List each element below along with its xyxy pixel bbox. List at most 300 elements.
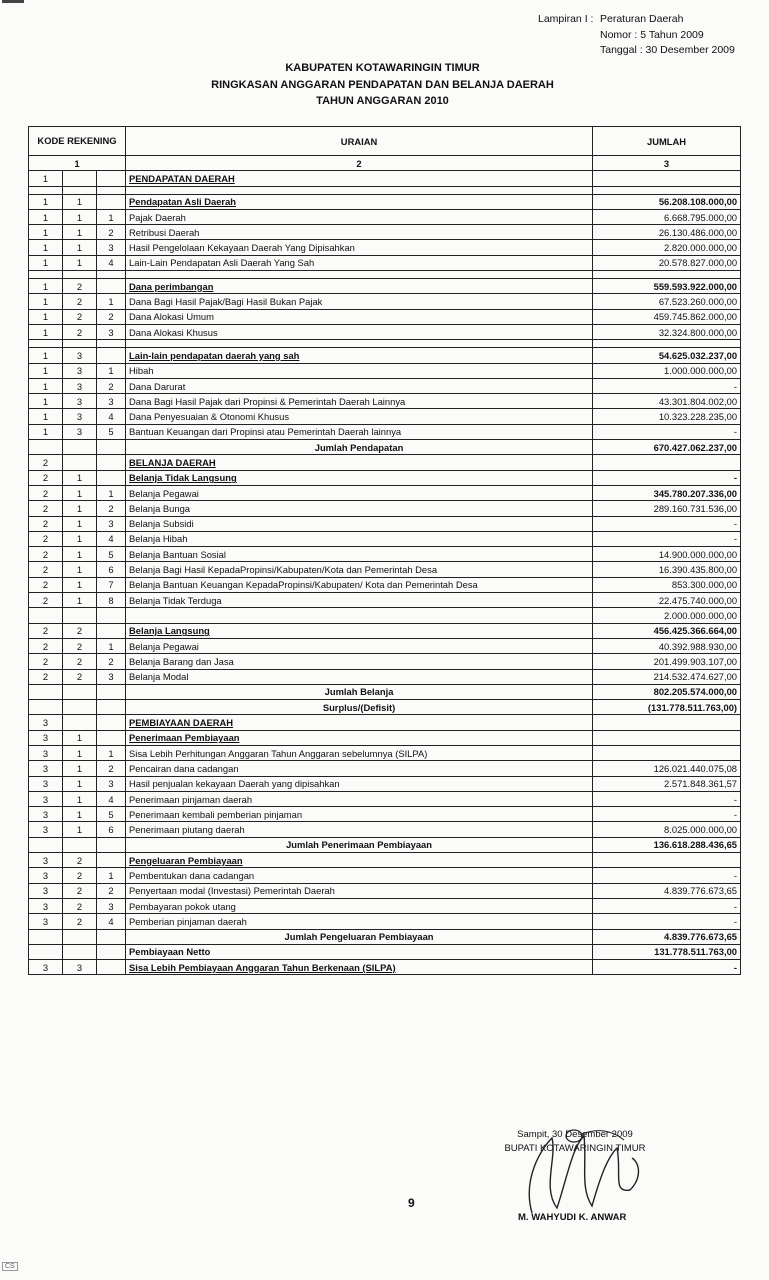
- jumlah-cell: 459.745.862.000,00: [593, 309, 741, 324]
- table-row: [29, 255, 741, 270]
- kode-3-cell: [97, 194, 126, 209]
- kode-2-cell: 2: [63, 914, 97, 929]
- kode-2-cell: [63, 837, 97, 852]
- jumlah-cell: -: [593, 378, 741, 393]
- kode-3-cell: 6: [97, 562, 126, 577]
- kode-1-cell: 3: [29, 776, 63, 791]
- kode-2-cell: 1: [63, 776, 97, 791]
- kode-3-cell: [97, 608, 126, 623]
- table-row: [29, 883, 741, 898]
- signature-block: [500, 1128, 650, 1156]
- uraian-cell: Bantuan Keuangan dari Propinsi atau Pemerintah Daerah lainnya: [126, 424, 593, 439]
- kode-2-cell: [63, 455, 97, 470]
- table-row: [29, 638, 741, 653]
- table-row: [29, 898, 741, 913]
- uraian-cell: Hasil penjualan kekayaan Daerah yang dipisahkan: [126, 776, 593, 791]
- kode-3-cell: 1: [97, 745, 126, 760]
- kode-3-cell: [97, 171, 126, 186]
- gap-cell: [29, 340, 63, 348]
- jumlah-cell: 2.820.000.000,00: [593, 240, 741, 255]
- table-row: [29, 929, 741, 944]
- kode-1-cell: 1: [29, 409, 63, 424]
- kode-2-cell: 1: [63, 225, 97, 240]
- header-kode-rekening: KODE REKENING: [29, 127, 126, 156]
- kode-3-cell: 5: [97, 424, 126, 439]
- uraian-cell: Belanja Bagi Hasil KepadaPropinsi/Kabupaten/Kota dan Pemerintah Desa: [126, 562, 593, 577]
- kode-3-cell: 1: [97, 485, 126, 500]
- kode-3-cell: 1: [97, 868, 126, 883]
- kode-3-cell: 4: [97, 409, 126, 424]
- uraian-cell: Pemberian pinjaman daerah: [126, 914, 593, 929]
- jumlah-cell: -: [593, 424, 741, 439]
- kode-3-cell: [97, 715, 126, 730]
- kode-2-cell: 3: [63, 378, 97, 393]
- jumlah-cell: 853.300.000,00: [593, 577, 741, 592]
- kode-1-cell: 1: [29, 424, 63, 439]
- kode-2-cell: 1: [63, 470, 97, 485]
- table-row: [29, 394, 741, 409]
- uraian-cell: BELANJA DAERAH: [126, 455, 593, 470]
- kode-3-cell: 2: [97, 883, 126, 898]
- uraian-cell: Belanja Bantuan Sosial: [126, 547, 593, 562]
- table-row: [29, 485, 741, 500]
- sign-place-date: Sampit, 30 Desember 2009: [517, 1129, 633, 1140]
- kode-3-cell: 4: [97, 914, 126, 929]
- title-line-2: RINGKASAN ANGGARAN PENDAPATAN DAN BELANJA DAERAH: [211, 78, 554, 91]
- kode-1-cell: 3: [29, 761, 63, 776]
- uraian-cell: Pembiayaan Netto: [126, 944, 593, 959]
- kode-3-cell: [97, 440, 126, 455]
- kode-1-cell: 3: [29, 898, 63, 913]
- kode-1-cell: [29, 700, 63, 715]
- uraian-cell: Jumlah Penerimaan Pembiayaan: [126, 837, 593, 852]
- kode-2-cell: 1: [63, 577, 97, 592]
- kode-3-cell: 4: [97, 791, 126, 806]
- kode-3-cell: [97, 470, 126, 485]
- kode-2-cell: 2: [63, 669, 97, 684]
- table-row: [29, 470, 741, 485]
- uraian-cell: Dana perimbangan: [126, 279, 593, 294]
- kode-3-cell: 3: [97, 240, 126, 255]
- jumlah-cell: 126.021.440.075,08: [593, 761, 741, 776]
- uraian-cell: Hasil Pengelolaan Kekayaan Daerah Yang Dipisahkan: [126, 240, 593, 255]
- jumlah-cell: 802.205.574.000,00: [593, 684, 741, 699]
- kode-2-cell: 3: [63, 348, 97, 363]
- jumlah-cell: 136.618.288.436,65: [593, 837, 741, 852]
- jumlah-cell: 20.578.827.000,00: [593, 255, 741, 270]
- table-row: [29, 562, 741, 577]
- uraian-cell: [126, 608, 593, 623]
- kode-1-cell: 1: [29, 255, 63, 270]
- jumlah-cell: 4.839.776.673,65: [593, 883, 741, 898]
- kode-1-cell: 3: [29, 853, 63, 868]
- uraian-cell: Penerimaan kembali pemberian pinjaman: [126, 807, 593, 822]
- kode-3-cell: [97, 944, 126, 959]
- jumlah-cell: 131.778.511.763,00: [593, 944, 741, 959]
- kode-2-cell: 2: [63, 623, 97, 638]
- kode-1-cell: 2: [29, 593, 63, 608]
- uraian-cell: Retribusi Daerah: [126, 225, 593, 240]
- kode-3-cell: [97, 929, 126, 944]
- kode-1-cell: 1: [29, 225, 63, 240]
- gap-cell: [97, 271, 126, 279]
- table-row: [29, 807, 741, 822]
- kode-1-cell: 1: [29, 309, 63, 324]
- uraian-cell: Belanja Bantuan Keuangan KepadaPropinsi/Kabupaten/ Kota dan Pemerintah Desa: [126, 577, 593, 592]
- kode-1-cell: 3: [29, 807, 63, 822]
- jumlah-cell: 40.392.988.930,00: [593, 638, 741, 653]
- kode-1-cell: 2: [29, 501, 63, 516]
- uraian-cell: Belanja Pegawai: [126, 485, 593, 500]
- uraian-cell: Sisa Lebih Perhitungan Anggaran Tahun Anggaran sebelumnya (SILPA): [126, 745, 593, 760]
- kode-1-cell: 1: [29, 194, 63, 209]
- kode-2-cell: 3: [63, 409, 97, 424]
- kode-3-cell: 1: [97, 209, 126, 224]
- table-row: [29, 914, 741, 929]
- kode-2-cell: 3: [63, 363, 97, 378]
- kode-1-cell: 1: [29, 363, 63, 378]
- kode-2-cell: [63, 608, 97, 623]
- camscanner-stamp: CS: [2, 1262, 18, 1271]
- kode-3-cell: 2: [97, 654, 126, 669]
- kode-2-cell: 3: [63, 960, 97, 975]
- kode-1-cell: 3: [29, 914, 63, 929]
- table-row: [29, 240, 741, 255]
- gap-cell: [63, 271, 97, 279]
- jumlah-cell: 16.390.435.800,00: [593, 562, 741, 577]
- kode-3-cell: [97, 348, 126, 363]
- uraian-cell: Dana Bagi Hasil Pajak dari Propinsi & Pemerintah Daerah Lainnya: [126, 394, 593, 409]
- kode-1-cell: 1: [29, 378, 63, 393]
- jumlah-cell: -: [593, 868, 741, 883]
- kode-1-cell: [29, 684, 63, 699]
- kode-1-cell: 2: [29, 455, 63, 470]
- kode-1-cell: [29, 944, 63, 959]
- jumlah-cell: 43.301.804.002,00: [593, 394, 741, 409]
- kode-2-cell: 3: [63, 394, 97, 409]
- uraian-cell: Belanja Bunga: [126, 501, 593, 516]
- kode-1-cell: [29, 929, 63, 944]
- kode-1-cell: 1: [29, 394, 63, 409]
- kode-3-cell: 1: [97, 294, 126, 309]
- lampiran-block: [538, 12, 735, 59]
- table-row: [29, 309, 741, 324]
- kode-2-cell: 2: [63, 309, 97, 324]
- table-row: [29, 271, 741, 279]
- jumlah-cell: 2.571.848.361,57: [593, 776, 741, 791]
- lampiran-value: Peraturan Daerah: [600, 13, 684, 25]
- kode-3-cell: 5: [97, 807, 126, 822]
- table-row: [29, 837, 741, 852]
- jumlah-cell: -: [593, 914, 741, 929]
- kode-2-cell: 1: [63, 730, 97, 745]
- uraian-cell: Hibah: [126, 363, 593, 378]
- kode-1-cell: 2: [29, 562, 63, 577]
- uraian-cell: Penerimaan pinjaman daerah: [126, 791, 593, 806]
- kode-3-cell: 1: [97, 363, 126, 378]
- page-number: 9: [408, 1196, 415, 1210]
- jumlah-cell: -: [593, 470, 741, 485]
- kode-2-cell: [63, 944, 97, 959]
- kode-2-cell: 1: [63, 194, 97, 209]
- kode-1-cell: [29, 440, 63, 455]
- kode-2-cell: 2: [63, 853, 97, 868]
- kode-3-cell: [97, 837, 126, 852]
- table-row: [29, 424, 741, 439]
- kode-3-cell: [97, 730, 126, 745]
- jumlah-cell: 345.780.207.336,00: [593, 485, 741, 500]
- uraian-cell: Jumlah Pendapatan: [126, 440, 593, 455]
- table-row: [29, 623, 741, 638]
- uraian-cell: PENDAPATAN DAERAH: [126, 171, 593, 186]
- table-row: [29, 822, 741, 837]
- kode-3-cell: 2: [97, 761, 126, 776]
- header-num-1: 1: [29, 156, 126, 171]
- kode-2-cell: 1: [63, 761, 97, 776]
- kode-3-cell: 3: [97, 394, 126, 409]
- table-row: [29, 440, 741, 455]
- gap-cell: [593, 340, 741, 348]
- kode-3-cell: 3: [97, 324, 126, 339]
- kode-3-cell: 8: [97, 593, 126, 608]
- kode-2-cell: 1: [63, 807, 97, 822]
- kode-3-cell: [97, 853, 126, 868]
- uraian-cell: Belanja Langsung: [126, 623, 593, 638]
- kode-2-cell: 2: [63, 898, 97, 913]
- header-num-2: 2: [126, 156, 593, 171]
- kode-2-cell: 1: [63, 485, 97, 500]
- kode-1-cell: 2: [29, 669, 63, 684]
- kode-2-cell: 2: [63, 279, 97, 294]
- table-row: [29, 279, 741, 294]
- table-row: [29, 776, 741, 791]
- uraian-cell: Dana Bagi Hasil Pajak/Bagi Hasil Bukan Pajak: [126, 294, 593, 309]
- jumlah-cell: -: [593, 960, 741, 975]
- kode-2-cell: [63, 715, 97, 730]
- gap-cell: [126, 186, 593, 194]
- kode-1-cell: 1: [29, 279, 63, 294]
- gap-cell: [63, 340, 97, 348]
- kode-1-cell: 3: [29, 883, 63, 898]
- table-row: [29, 853, 741, 868]
- uraian-cell: Dana Alokasi Umum: [126, 309, 593, 324]
- kode-3-cell: [97, 700, 126, 715]
- jumlah-cell: -: [593, 898, 741, 913]
- uraian-cell: Lain-lain pendapatan daerah yang sah: [126, 348, 593, 363]
- jumlah-cell: 456.425.366.664,00: [593, 623, 741, 638]
- gap-cell: [593, 271, 741, 279]
- uraian-cell: Dana Darurat: [126, 378, 593, 393]
- kode-3-cell: 5: [97, 547, 126, 562]
- uraian-cell: Dana Alokasi Khusus: [126, 324, 593, 339]
- jumlah-cell: 8.025.000.000,00: [593, 822, 741, 837]
- table-row: [29, 531, 741, 546]
- kode-2-cell: 1: [63, 255, 97, 270]
- uraian-cell: Belanja Subsidi: [126, 516, 593, 531]
- kode-2-cell: 2: [63, 883, 97, 898]
- kode-2-cell: 1: [63, 209, 97, 224]
- kode-2-cell: 1: [63, 547, 97, 562]
- table-row: [29, 501, 741, 516]
- jumlah-cell: 289.160.731.536,00: [593, 501, 741, 516]
- uraian-cell: Pengeluaran Pembiayaan: [126, 853, 593, 868]
- uraian-cell: Belanja Modal: [126, 669, 593, 684]
- uraian-cell: Surplus/(Defisit): [126, 700, 593, 715]
- kode-2-cell: [63, 171, 97, 186]
- kode-2-cell: 3: [63, 424, 97, 439]
- table-row: [29, 378, 741, 393]
- jumlah-cell: [593, 730, 741, 745]
- table-row: [29, 225, 741, 240]
- kode-1-cell: 1: [29, 209, 63, 224]
- kode-1-cell: 2: [29, 531, 63, 546]
- table-row: [29, 194, 741, 209]
- table-row: [29, 730, 741, 745]
- jumlah-cell: [593, 853, 741, 868]
- kode-3-cell: 6: [97, 822, 126, 837]
- table-row: [29, 791, 741, 806]
- signer-name: M. WAHYUDI K. ANWAR: [518, 1212, 627, 1223]
- kode-1-cell: 3: [29, 745, 63, 760]
- uraian-cell: Belanja Tidak Terduga: [126, 593, 593, 608]
- table-row: [29, 700, 741, 715]
- kode-2-cell: 2: [63, 294, 97, 309]
- uraian-cell: Pembayaran pokok utang: [126, 898, 593, 913]
- kode-1-cell: 1: [29, 240, 63, 255]
- uraian-cell: Jumlah Pengeluaran Pembiayaan: [126, 929, 593, 944]
- jumlah-cell: 10.323.228.235,00: [593, 409, 741, 424]
- kode-2-cell: [63, 684, 97, 699]
- kode-2-cell: 1: [63, 501, 97, 516]
- budget-table: [28, 126, 741, 975]
- gap-cell: [29, 186, 63, 194]
- jumlah-cell: -: [593, 531, 741, 546]
- kode-2-cell: [63, 700, 97, 715]
- kode-3-cell: 3: [97, 669, 126, 684]
- kode-2-cell: 2: [63, 868, 97, 883]
- table-row: [29, 324, 741, 339]
- table-row: [29, 455, 741, 470]
- kode-2-cell: 1: [63, 531, 97, 546]
- sign-title: BUPATI KOTAWARINGIN TIMUR: [504, 1143, 646, 1154]
- jumlah-cell: 6.668.795.000,00: [593, 209, 741, 224]
- kode-3-cell: 2: [97, 501, 126, 516]
- kode-2-cell: 1: [63, 822, 97, 837]
- header-num-3: 3: [593, 156, 741, 171]
- table-row: [29, 186, 741, 194]
- title-line-3: TAHUN ANGGARAN 2010: [316, 95, 449, 107]
- table-row: [29, 745, 741, 760]
- kode-3-cell: [97, 684, 126, 699]
- gap-cell: [97, 186, 126, 194]
- jumlah-cell: -: [593, 807, 741, 822]
- table-row: [29, 684, 741, 699]
- uraian-cell: Sisa Lebih Pembiayaan Anggaran Tahun Berkenaan (SILPA): [126, 960, 593, 975]
- kode-1-cell: 1: [29, 294, 63, 309]
- table-row: [29, 868, 741, 883]
- kode-1-cell: 3: [29, 791, 63, 806]
- kode-1-cell: 3: [29, 868, 63, 883]
- kode-1-cell: 2: [29, 485, 63, 500]
- table-row: [29, 593, 741, 608]
- gap-cell: [126, 340, 593, 348]
- table-row: [29, 209, 741, 224]
- kode-2-cell: [63, 440, 97, 455]
- jumlah-cell: 54.625.032.237,00: [593, 348, 741, 363]
- uraian-cell: Pencairan dana cadangan: [126, 761, 593, 776]
- table-row: [29, 715, 741, 730]
- uraian-cell: Penerimaan piutang daerah: [126, 822, 593, 837]
- kode-2-cell: 1: [63, 791, 97, 806]
- kode-2-cell: 2: [63, 654, 97, 669]
- gap-cell: [29, 271, 63, 279]
- uraian-cell: Belanja Pegawai: [126, 638, 593, 653]
- gap-cell: [63, 186, 97, 194]
- kode-3-cell: 2: [97, 378, 126, 393]
- kode-1-cell: 3: [29, 822, 63, 837]
- kode-2-cell: 1: [63, 593, 97, 608]
- uraian-cell: Pendapatan Asli Daerah: [126, 194, 593, 209]
- jumlah-cell: [593, 171, 741, 186]
- kode-3-cell: 4: [97, 255, 126, 270]
- kode-3-cell: 1: [97, 638, 126, 653]
- gap-cell: [97, 340, 126, 348]
- jumlah-cell: 4.839.776.673,65: [593, 929, 741, 944]
- kode-2-cell: [63, 929, 97, 944]
- table-row: [29, 608, 741, 623]
- uraian-cell: Penyertaan modal (Investasi) Pemerintah Daerah: [126, 883, 593, 898]
- kode-1-cell: 3: [29, 730, 63, 745]
- table-row: [29, 171, 741, 186]
- budget-table-body: [29, 171, 741, 975]
- jumlah-cell: 670.427.062.237,00: [593, 440, 741, 455]
- kode-3-cell: 2: [97, 225, 126, 240]
- table-row: [29, 409, 741, 424]
- table-row: [29, 577, 741, 592]
- kode-1-cell: 2: [29, 654, 63, 669]
- kode-1-cell: 2: [29, 516, 63, 531]
- uraian-cell: Belanja Barang dan Jasa: [126, 654, 593, 669]
- jumlah-cell: 214.532.474.627,00: [593, 669, 741, 684]
- lampiran-tanggal: Tanggal : 30 Desember 2009: [600, 44, 735, 56]
- uraian-cell: Belanja Tidak Langsung: [126, 470, 593, 485]
- scan-mark: [2, 0, 24, 3]
- kode-2-cell: 1: [63, 745, 97, 760]
- jumlah-cell: [593, 745, 741, 760]
- kode-1-cell: 3: [29, 960, 63, 975]
- kode-3-cell: [97, 455, 126, 470]
- uraian-cell: PEMBIAYAAN DAERAH: [126, 715, 593, 730]
- lampiran-nomor: Nomor : 5 Tahun 2009: [600, 28, 704, 41]
- kode-2-cell: 1: [63, 240, 97, 255]
- jumlah-cell: 56.208.108.000,00: [593, 194, 741, 209]
- kode-1-cell: 2: [29, 638, 63, 653]
- uraian-cell: Dana Penyesuaian & Otonomi Khusus: [126, 409, 593, 424]
- kode-3-cell: [97, 279, 126, 294]
- kode-1-cell: 1: [29, 324, 63, 339]
- jumlah-cell: 559.593.922.000,00: [593, 279, 741, 294]
- table-row: [29, 363, 741, 378]
- kode-3-cell: 3: [97, 898, 126, 913]
- kode-1-cell: 1: [29, 348, 63, 363]
- table-row: [29, 669, 741, 684]
- kode-1-cell: [29, 608, 63, 623]
- uraian-cell: Penerimaan Pembiayaan: [126, 730, 593, 745]
- kode-1-cell: 2: [29, 623, 63, 638]
- kode-1-cell: 2: [29, 470, 63, 485]
- kode-3-cell: 2: [97, 309, 126, 324]
- table-row: [29, 294, 741, 309]
